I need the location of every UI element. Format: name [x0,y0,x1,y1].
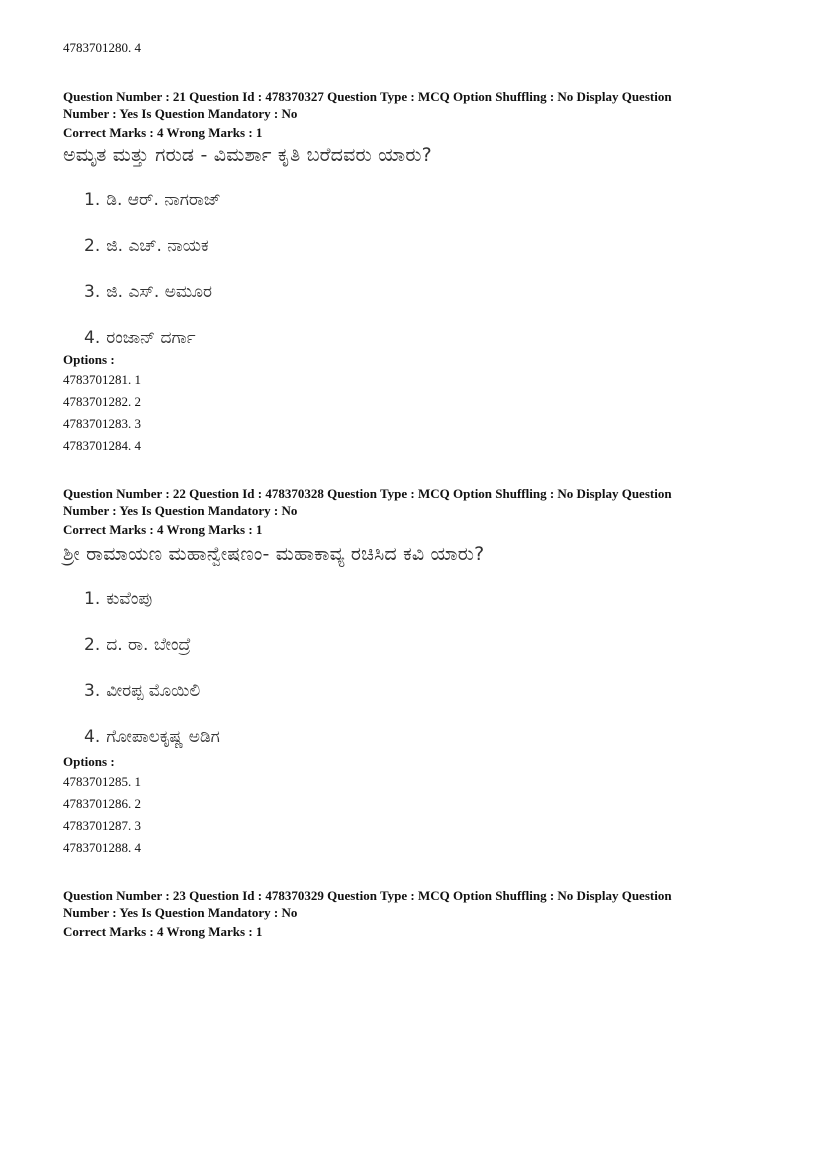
q23-marks: Correct Marks : 4 Wrong Marks : 1 [63,924,263,939]
q22-choice-1 [84,589,152,609]
q23-meta-line2: Number : Yes Is Question Mandatory : No [63,905,298,920]
q21-option-id-1: 4783701281. 1 [63,372,141,387]
q22-meta-line2: Number : Yes Is Question Mandatory : No [63,503,298,518]
q22-option-id-2: 4783701286. 2 [63,796,141,811]
choice-text: ಗೋಪಾಲಕೃಷ್ಣ ಅಡಿಗ [106,727,220,747]
choice-text: ಜಿ. ಎಸ್. ಅಮೂರ [106,282,212,302]
choice-number: 2. [84,236,101,256]
q22-option-id-1: 4783701285. 1 [63,774,141,789]
q22-marks: Correct Marks : 4 Wrong Marks : 1 [63,522,263,537]
choice-number: 2. [84,635,101,655]
choice-text: ಡಿ. ಆರ್. ನಾಗರಾಜ್ [106,190,221,210]
q21-option-id-4: 4783701284. 4 [63,438,141,453]
q22-choice-2 [84,635,191,655]
choice-text: ವೀರಪ್ಪ ಮೊಯಿಲಿ [106,681,201,701]
q23-meta-line1: Question Number : 23 Question Id : 478370329 Question Type : MCQ Option Shuffling : No Display Question [63,888,672,903]
top-option-id: 4783701280. 4 [63,40,141,55]
q21-question-text: ಅಮೃತ ಮತ್ತು ಗರುಡ - ವಿಮರ್ಶಾ ಕೃತಿ ಬರೆದವರು ಯಾರು? [63,144,432,166]
q21-choice-2 [84,236,209,256]
q21-choice-1 [84,190,221,210]
q21-options-label: Options : [63,352,115,367]
q22-option-id-3: 4783701287. 3 [63,818,141,833]
choice-number: 4. [84,328,101,348]
q21-choice-4 [84,328,196,348]
q21-marks: Correct Marks : 4 Wrong Marks : 1 [63,125,263,140]
q21-choice-3 [84,282,212,302]
choice-text: ರಂಜಾನ್ ದರ್ಗಾ [106,328,196,348]
choice-number: 4. [84,727,101,747]
q21-option-id-2: 4783701282. 2 [63,394,141,409]
choice-number: 1. [84,190,101,210]
choice-number: 3. [84,681,101,701]
q21-option-id-3: 4783701283. 3 [63,416,141,431]
q22-option-id-4: 4783701288. 4 [63,840,141,855]
choice-text: ಜಿ. ಎಚ್. ನಾಯಕ [106,236,209,256]
q22-meta-line1: Question Number : 22 Question Id : 478370328 Question Type : MCQ Option Shuffling : No Display Question [63,486,672,501]
q22-question-text: ಶ್ರೀ ರಾಮಾಯಣ ಮಹಾನ್ವೇಷಣಂ- ಮಹಾಕಾವ್ಯ ರಚಿಸಿದ ಕವಿ ಯಾರು? [63,543,485,565]
choice-number: 1. [84,589,101,609]
q21-meta-line2: Number : Yes Is Question Mandatory : No [63,106,298,121]
choice-text: ಕುವೆಂಪು [106,589,153,609]
q22-choice-3 [84,681,200,701]
choice-number: 3. [84,282,101,302]
q22-choice-4 [84,727,220,747]
q22-options-label: Options : [63,754,115,769]
choice-text: ದ. ರಾ. ಬೇಂದ್ರೆ [106,635,191,655]
q21-meta-line1: Question Number : 21 Question Id : 478370327 Question Type : MCQ Option Shuffling : No Display Question [63,89,672,104]
